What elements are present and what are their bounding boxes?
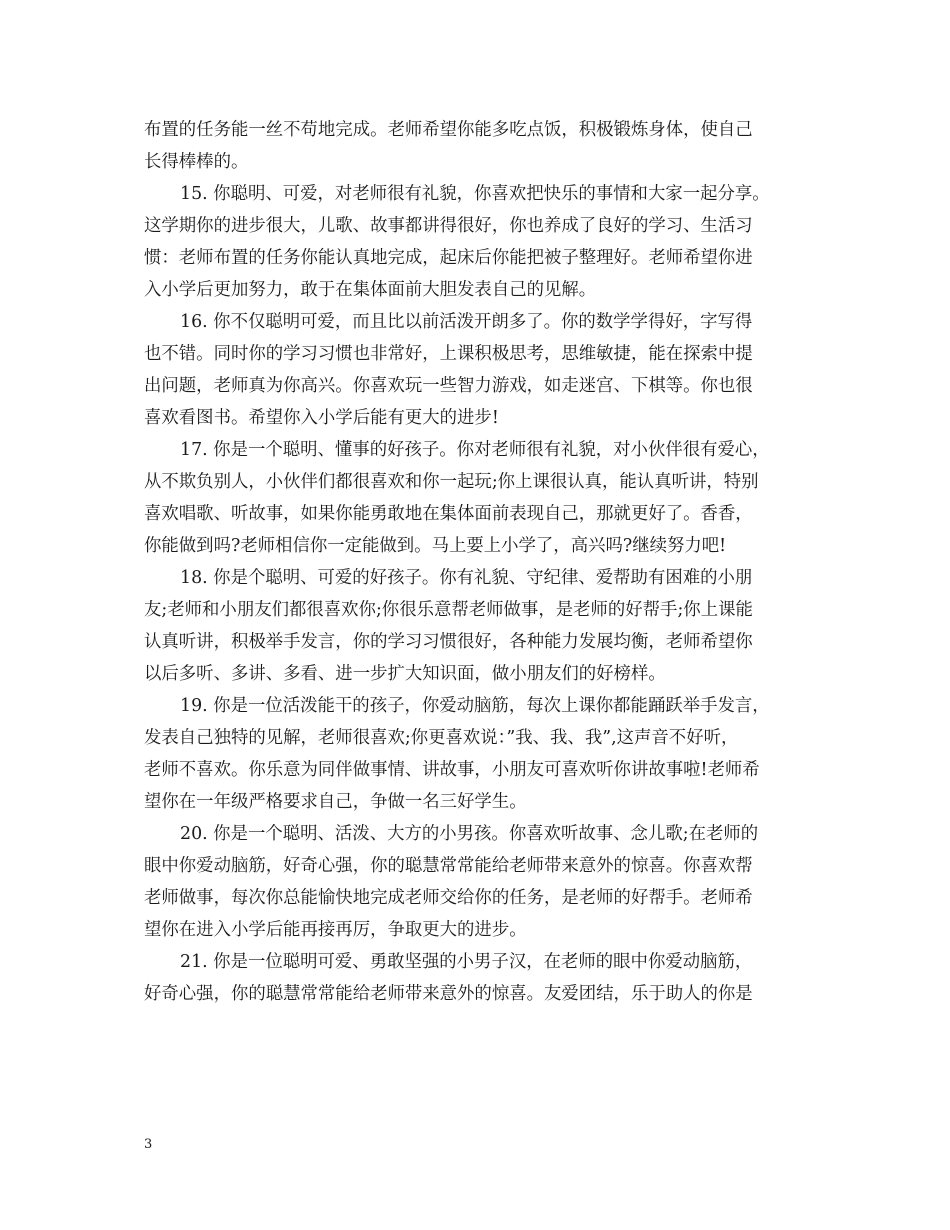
text-line: 从不欺负别人，小伙伴们都很喜欢和你一起玩;你上课很认真，能认真听讲，特别	[144, 472, 759, 492]
text-line: 你能做到吗?老师相信你一定能做到。马上要上小学了，高兴吗?继续努力吧!	[144, 536, 727, 556]
text-line: 望你在一年级严格要求自己，争做一名三好学生。	[144, 792, 527, 812]
text-line: 惯：老师布置的任务你能认真地完成，起床后你能把被子整理好。老师希望你进	[144, 248, 753, 268]
document-body	[144, 114, 812, 1010]
text-line: 老师不喜欢。你乐意为同伴做事情、讲故事，小朋友可喜欢听你讲故事啦!老师希	[144, 760, 760, 780]
paragraph-start-line: 16. 你不仅聪明可爱，而且比以前活泼开朗多了。你的数学学得好，字写得	[180, 312, 753, 332]
paragraph-start-line: 21. 你是一位聪明可爱、勇敢坚强的小男子汉，在老师的眼中你爱动脑筋，	[180, 952, 753, 972]
text-line: 以后多听、多讲、多看、进一步扩大知识面，做小朋友们的好榜样。	[144, 664, 666, 684]
paragraph-start-line: 20. 你是一个聪明、活泼、大方的小男孩。你喜欢听故事、念儿歌;在老师的	[180, 824, 759, 844]
text-line: 也不错。同时你的学习习惯也非常好，上课积极思考，思维敏捷，能在探索中提	[144, 344, 753, 364]
text-line: 望你在进入小学后能再接再厉，争取更大的进步。	[144, 920, 527, 940]
text-line: 出问题，老师真为你高兴。你喜欢玩一些智力游戏，如走迷宫、下棋等。你也很	[144, 376, 753, 396]
text-line: 喜欢唱歌、听故事，如果你能勇敢地在集体面前表现自己，那就更好了。香香，	[144, 504, 753, 524]
text-line: 喜欢看图书。希望你入小学后能有更大的进步!	[144, 408, 499, 428]
text-line: 友;老师和小朋友们都很喜欢你;你很乐意帮老师做事，是老师的好帮手;你上课能	[144, 600, 753, 620]
text-line: 好奇心强，你的聪慧常常能给老师带来意外的惊喜。友爱团结，乐于助人的你是	[144, 984, 753, 1004]
text-line: 发表自己独特的见解，老师很喜欢;你更喜欢说：”我、我、我”,这声音不好听，	[144, 728, 739, 748]
text-line: 这学期你的进步很大，儿歌、故事都讲得很好，你也养成了良好的学习、生活习	[144, 216, 753, 236]
text-line: 老师做事，每次你总能愉快地完成老师交给你的任务，是老师的好帮手。老师希	[144, 888, 753, 908]
text-line: 入小学后更加努力，敢于在集体面前大胆发表自己的见解。	[144, 280, 597, 300]
page-number: 3	[144, 1137, 153, 1152]
text-line: 长得棒棒的。	[144, 152, 249, 172]
paragraph-start-line: 19. 你是一位活泼能干的孩子，你爱动脑筋，每次上课你都能踊跃举手发言，	[180, 696, 770, 716]
text-line: 认真听讲，积极举手发言，你的学习习惯很好，各种能力发展均衡，老师希望你	[144, 632, 753, 652]
text-line: 布置的任务能一丝不苟地完成。老师希望你能多吃点饭，积极锻炼身体，使自己	[144, 120, 753, 140]
paragraph-start-line: 15. 你聪明、可爱，对老师很有礼貌，你喜欢把快乐的事情和大家一起分享。	[180, 184, 770, 204]
text-line: 眼中你爱动脑筋，好奇心强，你的聪慧常常能给老师带来意外的惊喜。你喜欢帮	[144, 856, 753, 876]
paragraph-start-line: 18. 你是个聪明、可爱的好孩子。你有礼貌、守纪律、爱帮助有困难的小朋	[180, 568, 753, 588]
paragraph-start-line: 17. 你是一个聪明、懂事的好孩子。你对老师很有礼貌，对小伙伴很有爱心，	[180, 440, 770, 460]
